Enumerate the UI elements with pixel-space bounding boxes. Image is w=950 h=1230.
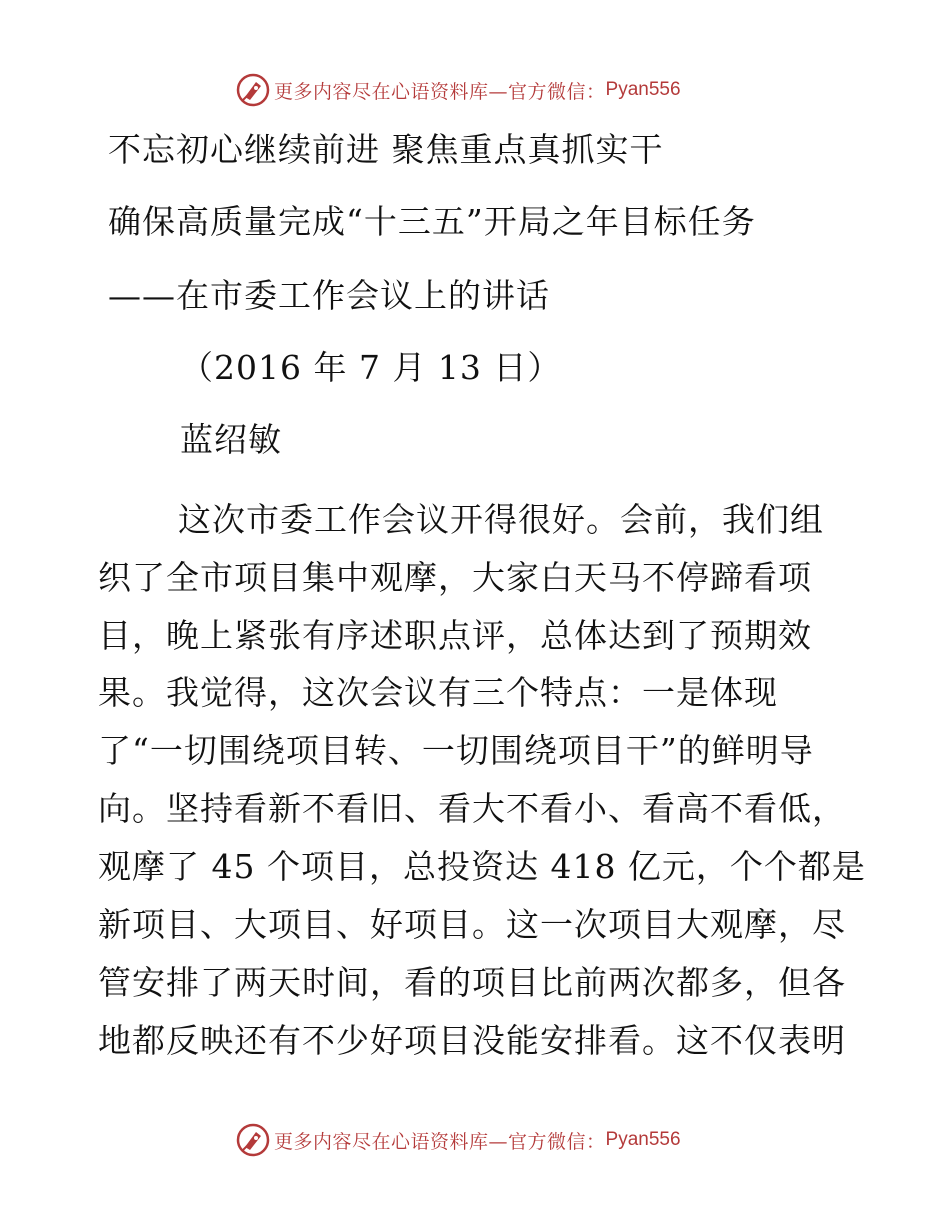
subtitle: ——在市委工作会议上的讲话 <box>108 276 550 315</box>
body-line: 新项目、大项目、好项目。这一次项目大观摩，尽 <box>98 905 846 944</box>
body-line: 果。我觉得，这次会议有三个特点：一是体现 <box>98 673 778 712</box>
watermark-banner-bottom <box>236 1122 681 1158</box>
author-name: 蓝绍敏 <box>180 420 282 459</box>
watermark-banner-top <box>236 72 681 108</box>
body-line: 观摩了 45 个项目，总投资达 418 亿元，个个都是 <box>98 847 866 886</box>
watermark-text: 更多内容尽在心语资料库—官方微信： <box>274 80 606 103</box>
body-line: 这次市委工作会议开得很好。会前，我们组 <box>178 500 824 539</box>
watermark-wechat-id: Pyan556 <box>605 79 681 100</box>
watermark-wechat-id: Pyan556 <box>605 1129 681 1150</box>
title-line-1: 不忘初心继续前进 聚焦重点真抓实干 <box>108 130 664 169</box>
title-line-2: 确保高质量完成“十三五”开局之年目标任务 <box>108 202 756 241</box>
speech-date: （2016 年 7 月 13 日） <box>180 348 562 387</box>
watermark-text: 更多内容尽在心语资料库—官方微信： <box>274 1130 606 1153</box>
body-line: 了“一切围绕项目转、一切围绕项目干”的鲜明导 <box>98 731 814 770</box>
pen-nib-logo-icon <box>236 73 270 107</box>
pen-nib-logo-icon <box>236 1123 270 1157</box>
body-line: 目，晚上紧张有序述职点评，总体达到了预期效 <box>98 616 812 655</box>
body-line: 地都反映还有不少好项目没能安排看。这不仅表明 <box>98 1021 846 1060</box>
body-line: 向。坚持看新不看旧、看大不看小、看高不看低， <box>98 789 846 828</box>
body-line: 管安排了两天时间，看的项目比前两次都多，但各 <box>98 963 846 1002</box>
body-line: 织了全市项目集中观摩，大家白天马不停蹄看项 <box>98 558 812 597</box>
